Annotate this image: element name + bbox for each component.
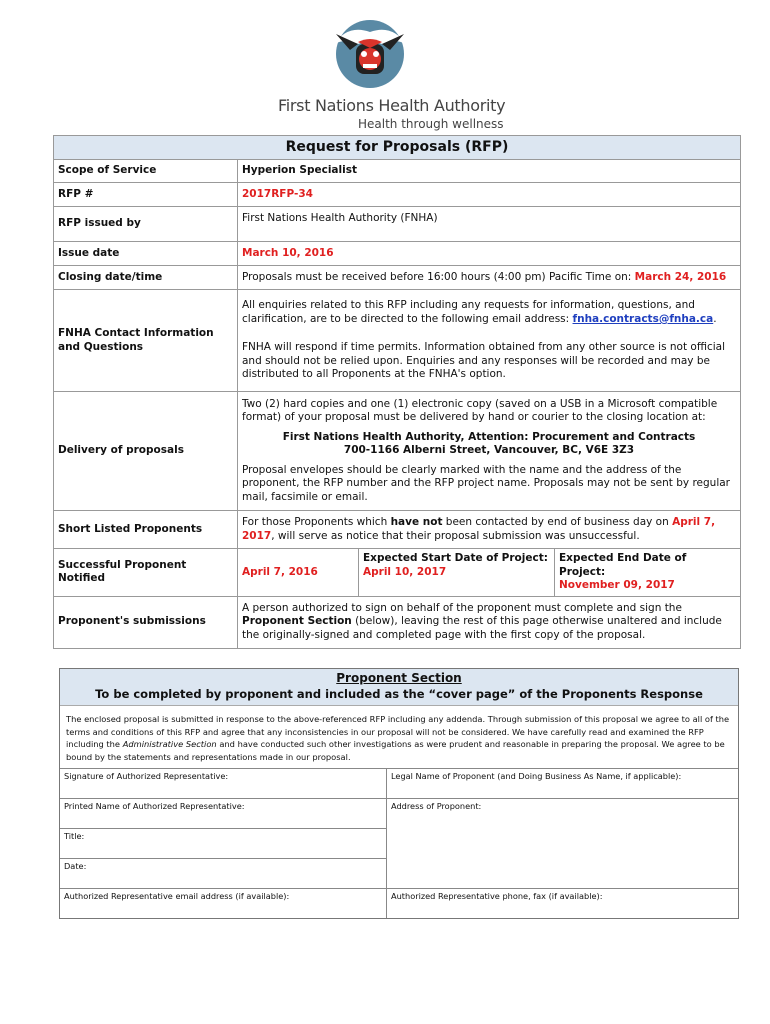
issued-by-label: RFP issued by	[54, 207, 238, 242]
printed-name-field[interactable]: Printed Name of Authorized Representative:	[60, 798, 386, 828]
delivery-value	[238, 392, 741, 511]
issue-date-value: March 10, 2016	[238, 242, 741, 266]
start-date-value: April 10, 2017	[363, 565, 447, 578]
shortlist-value	[238, 511, 741, 549]
proponent-agreement-text	[60, 706, 738, 762]
shortlist-label: Short Listed Proponents	[54, 511, 238, 549]
closing-value	[238, 266, 741, 290]
contact-response-text: FNHA will respond if time permits. Information obtained from any other source is not official and should not be relied upon. Enquiries and any responses will be recorded and may be distributed to all Proponents at the FNHA's option.	[242, 341, 726, 381]
proponent-title: Proponent Section	[336, 671, 462, 685]
rfp-number-value: 2017RFP-34	[238, 183, 741, 207]
shortlist-have-not: have not	[390, 516, 443, 528]
contact-label: FNHA Contact Information and Questions	[54, 290, 238, 392]
date-field[interactable]: Date:	[60, 858, 386, 888]
org-name: First Nations Health Authority	[278, 96, 506, 115]
shortlist-date: April 7, 2017	[242, 516, 716, 542]
end-date-cell	[555, 549, 741, 597]
delivery-envelope-text: Proposal envelopes should be clearly marked with the name and the address of the proponent, the RFP number and the RFP project name. Proposals may not be sent by regular mail, facsimile or email.	[242, 463, 730, 503]
address-field[interactable]: Address of Proponent:	[387, 798, 738, 888]
delivery-address	[242, 425, 736, 464]
end-date-label: Expected End Date of Project:	[559, 552, 687, 578]
contact-period: .	[713, 312, 717, 325]
success-date: April 7, 2016	[238, 549, 359, 597]
email-field[interactable]: Authorized Representative email address (if available):	[60, 888, 386, 918]
submission-text-a: A person authorized to sign on behalf of the proponent must complete and sign the	[242, 601, 682, 614]
shortlist-text-d: , will serve as notice that their proposal submission was unsuccessful.	[271, 529, 640, 542]
proponent-header	[60, 669, 738, 706]
scope-value: Hyperion Specialist	[238, 160, 741, 183]
scope-label: Scope of Service	[54, 160, 238, 183]
shortlist-text-c: been contacted by end of business day on	[442, 516, 673, 528]
contact-value	[238, 290, 741, 392]
proponent-section	[59, 668, 739, 919]
signature-field[interactable]: Signature of Authorized Representative:	[60, 768, 386, 798]
submission-value	[238, 596, 741, 648]
submission-text-c: (below), leaving the rest of this page otherwise unaltered and include the originally-signed and completed page with the first copy of the proposal.	[242, 615, 722, 641]
delivery-address-line2: 700-1166 Alberni Street, Vancouver, BC, V6E 3Z3	[343, 444, 635, 457]
end-date-value: November 09, 2017	[559, 579, 675, 591]
shortlist-text-a: For those Proponents which	[242, 516, 391, 528]
legal-name-field[interactable]: Legal Name of Proponent (and Doing Business As Name, if applicable):	[387, 768, 738, 798]
rfp-details-table	[53, 135, 741, 649]
submission-proponent-section: Proponent Section	[242, 615, 352, 628]
start-date-cell	[359, 549, 555, 597]
closing-date: March 24, 2016	[634, 270, 727, 283]
title-field[interactable]: Title:	[60, 828, 386, 858]
contact-text: All enquiries related to this RFP including any requests for information, questions, and clarification, are to be directed to the following email address:	[242, 299, 695, 325]
agreement-admin-section: Administrative Section	[122, 739, 217, 749]
contact-email-link[interactable]: fnha.contracts@fnha.ca	[572, 312, 714, 325]
issued-by-value: First Nations Health Authority (FNHA)	[238, 207, 741, 242]
proponent-fields-grid	[60, 768, 738, 918]
success-label: Successful Proponent Notified	[54, 549, 238, 597]
header-logo-area	[0, 0, 770, 132]
fnha-logo-icon	[328, 14, 412, 94]
delivery-address-line1: First Nations Health Authority, Attention: Procurement and Contracts	[282, 430, 696, 443]
delivery-instructions: Two (2) hard copies and one (1) electronic copy (saved on a USB in a Microsoft compatible format) of your proposal must be delivered by hand or courier to the closing location at:	[242, 397, 718, 424]
rfp-number-label: RFP #	[54, 183, 238, 207]
org-tagline: Health through wellness	[358, 117, 504, 131]
delivery-label: Delivery of proposals	[54, 392, 238, 511]
closing-label: Closing date/time	[54, 266, 238, 290]
phone-fax-field[interactable]: Authorized Representative phone, fax (if available):	[387, 888, 738, 918]
agreement-text-b: and have conducted such other investigations as were prudent and reasonable in preparing the proposal. We agree to be bound by the statements and representations made in our proposal.	[66, 739, 725, 762]
proponent-subtitle: To be completed by proponent and included as the “cover page” of the Proponents Response	[95, 687, 703, 701]
closing-text: Proposals must be received before 16:00 hours (4:00 pm) Pacific Time on:	[242, 270, 635, 283]
issue-date-label: Issue date	[54, 242, 238, 266]
submission-label: Proponent's submissions	[54, 596, 238, 648]
rfp-title: Request for Proposals (RFP)	[54, 136, 741, 160]
start-date-label: Expected Start Date of Project:	[363, 552, 548, 564]
agreement-text-a: The enclosed proposal is submitted in response to the above-referenced RFP including any addenda. Through submission of this proposal we agree to all of the terms and conditions of this RFP and agree that any inconsistencies in our proposal will not be considered. We have carefully read and examined the RFP including the	[66, 714, 730, 749]
